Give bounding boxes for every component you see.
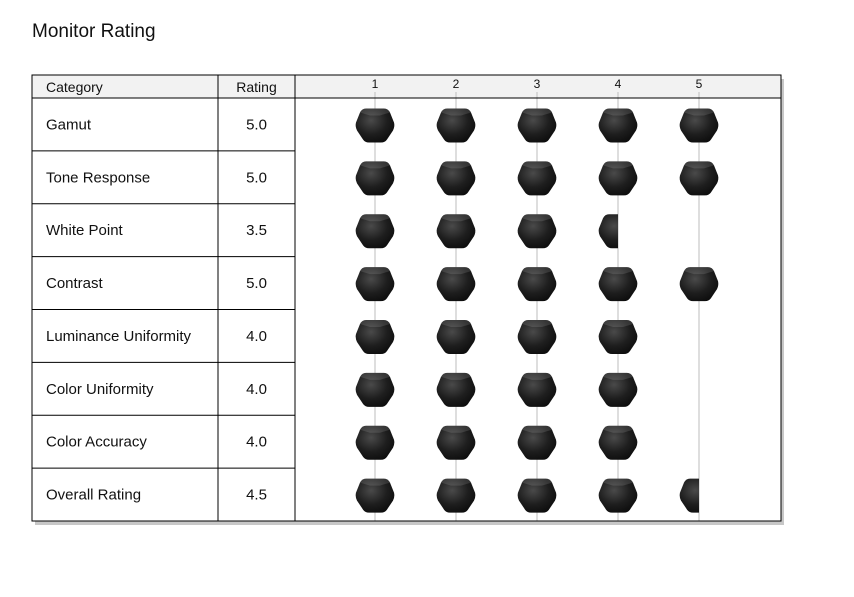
row-rating-label: 5.0 xyxy=(246,116,267,134)
table-header-background xyxy=(32,75,781,98)
row-category-label: Color Uniformity xyxy=(46,380,154,398)
row-category-label: Contrast xyxy=(46,275,103,293)
scale-tick-label: 3 xyxy=(533,77,541,91)
row-rating-label: 5.0 xyxy=(246,275,267,293)
row-rating-label: 3.5 xyxy=(246,222,267,240)
row-rating-label: 4.0 xyxy=(246,380,267,398)
row-rating-label: 4.0 xyxy=(246,327,267,345)
row-category-label: Tone Response xyxy=(46,169,151,187)
row-category-label: White Point xyxy=(46,222,123,240)
scale-tick-label: 2 xyxy=(452,77,460,91)
row-category-label: Color Accuracy xyxy=(46,433,147,451)
scale-tick-label: 1 xyxy=(371,77,379,91)
scale-tick-label: 4 xyxy=(614,77,622,91)
row-rating-label: 5.0 xyxy=(246,169,267,187)
row-rating-label: 4.5 xyxy=(246,486,267,504)
header-category: Category xyxy=(46,79,103,95)
row-category-label: Overall Rating xyxy=(46,486,142,504)
row-rating-label: 4.0 xyxy=(246,433,267,451)
row-category-label: Luminance Uniformity xyxy=(46,327,192,345)
table-background xyxy=(32,75,781,521)
page-title: Monitor Rating xyxy=(32,21,156,42)
scale-tick-label: 5 xyxy=(695,77,703,91)
header-rating: Rating xyxy=(236,79,277,95)
row-category-label: Gamut xyxy=(46,116,92,134)
